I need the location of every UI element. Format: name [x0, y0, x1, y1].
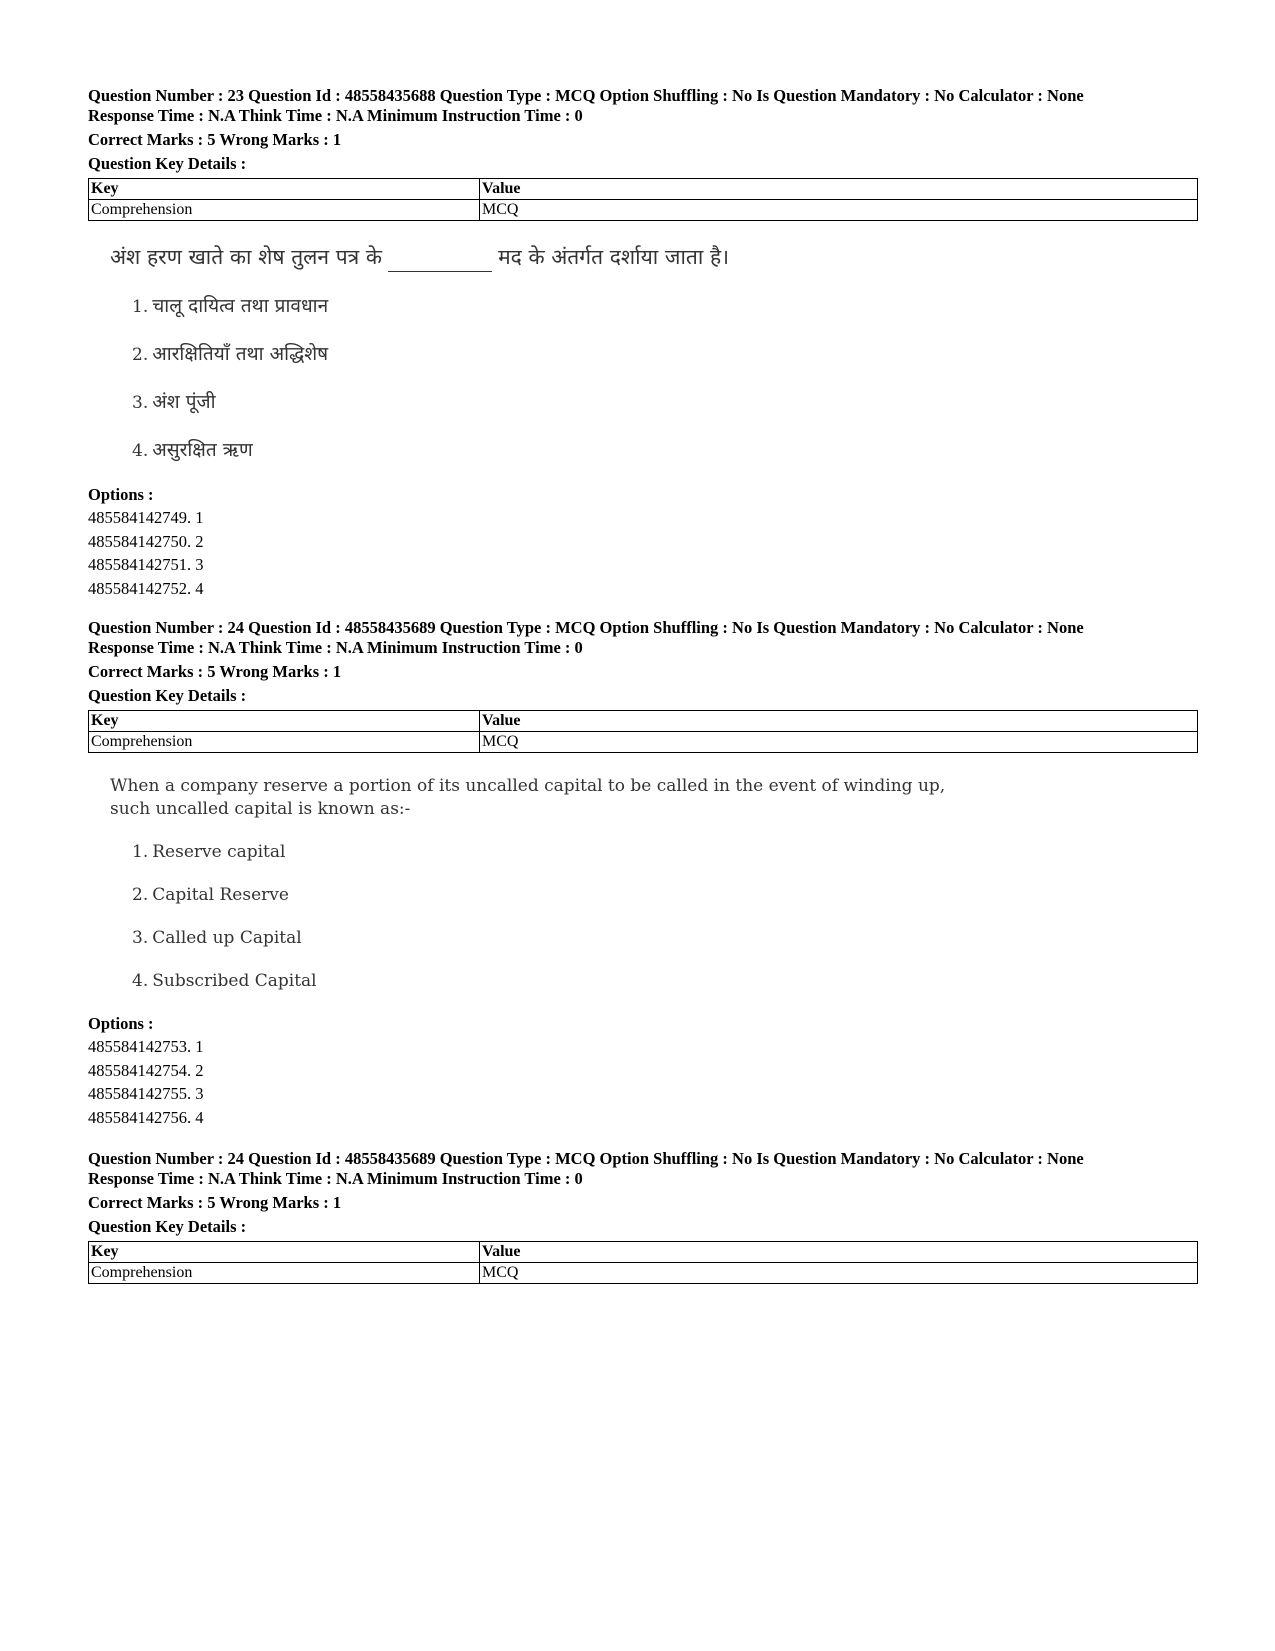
choice-text: Called up Capital [152, 928, 302, 948]
choice-item [132, 389, 1198, 416]
value-header-cell: Value [480, 1242, 1198, 1263]
key-table-header-row [89, 1242, 1198, 1263]
key-details-table [88, 1241, 1198, 1284]
key-header-cell: Key [89, 711, 480, 732]
value-cell: MCQ [480, 1263, 1198, 1284]
choice-number: 3. [132, 393, 149, 413]
value-header-cell: Value [480, 179, 1198, 200]
question-meta-line-2: Response Time : N.A Think Time : N.A Minimum Instruction Time : 0 [88, 638, 583, 657]
question-meta-line-2: Response Time : N.A Think Time : N.A Minimum Instruction Time : 0 [88, 1169, 583, 1188]
question-stem: When a company reserve a portion of its uncalled capital to be called in the event of winding up, such uncalled capital is known as:- [110, 776, 946, 819]
question-image [110, 775, 1198, 993]
question-marks: Correct Marks : 5 Wrong Marks : 1 [88, 1193, 342, 1212]
value-header-cell: Value [480, 711, 1198, 732]
options-label: Options : [88, 485, 154, 504]
key-details-label: Question Key Details : [88, 154, 247, 173]
option-line: 485584142752. 4 [88, 578, 204, 598]
key-header-cell: Key [89, 179, 480, 200]
choice-text: Capital Reserve [152, 885, 289, 905]
key-header-cell: Key [89, 1242, 480, 1263]
question-marks: Correct Marks : 5 Wrong Marks : 1 [88, 130, 342, 149]
option-line: 485584142754. 2 [88, 1060, 204, 1080]
choice-number: 1. [132, 842, 149, 862]
key-details-table [88, 178, 1198, 221]
key-table-row [89, 732, 1198, 753]
choice-number: 4. [132, 441, 149, 461]
key-cell: Comprehension [89, 732, 480, 753]
key-table-row [89, 200, 1198, 221]
key-cell: Comprehension [89, 1263, 480, 1284]
choice-item [132, 970, 1198, 993]
choice-number: 1. [132, 297, 149, 317]
choice-item [132, 884, 1198, 907]
option-line: 485584142749. 1 [88, 508, 204, 527]
choice-number: 4. [132, 971, 149, 991]
value-cell: MCQ [480, 732, 1198, 753]
choice-item [132, 293, 1198, 320]
choice-item [132, 341, 1198, 368]
key-table-header-row [89, 711, 1198, 732]
key-details-label: Question Key Details : [88, 686, 247, 705]
fill-in-blank [388, 243, 492, 272]
question-marks: Correct Marks : 5 Wrong Marks : 1 [88, 662, 342, 681]
key-cell: Comprehension [89, 200, 480, 221]
choice-item [132, 841, 1198, 864]
key-details-table [88, 710, 1198, 753]
choice-text: Subscribed Capital [152, 971, 317, 991]
question-meta-line-1: Question Number : 24 Question Id : 48558435689 Question Type : MCQ Option Shuffling : No Is Question Mandatory : No Calculator : None [88, 1149, 1084, 1168]
question-meta-line-1: Question Number : 23 Question Id : 48558435688 Question Type : MCQ Option Shuffling : No Is Question Mandatory : No Calculator : None [88, 86, 1084, 105]
choice-text: चालू दायित्व तथा प्रावधान [152, 295, 329, 317]
question-meta-line-2: Response Time : N.A Think Time : N.A Minimum Instruction Time : 0 [88, 106, 583, 125]
choice-text: Reserve capital [152, 842, 286, 862]
question-stem-part-1: अंश हरण खाते का शेष तुलन पत्र के [110, 245, 383, 269]
question-block [88, 618, 1198, 1129]
question-meta-line-1: Question Number : 24 Question Id : 48558435689 Question Type : MCQ Option Shuffling : No Is Question Mandatory : No Calculator : None [88, 618, 1084, 637]
choice-number: 3. [132, 928, 149, 948]
key-table-header-row [89, 179, 1198, 200]
option-line: 485584142756. 4 [88, 1107, 204, 1127]
choice-item [132, 437, 1198, 464]
choice-item [132, 927, 1198, 950]
question-stem-part-2: मद के अंतर्गत दर्शाया जाता है। [498, 245, 730, 269]
question-stem [110, 243, 1198, 272]
question-image [110, 243, 1198, 464]
choice-number: 2. [132, 885, 149, 905]
choice-number: 2. [132, 345, 149, 365]
option-line: 485584142753. 1 [88, 1037, 204, 1056]
value-cell: MCQ [480, 200, 1198, 221]
options-label: Options : [88, 1014, 154, 1033]
option-line: 485584142750. 2 [88, 531, 204, 551]
key-table-row [89, 1263, 1198, 1284]
question-block [88, 1149, 1198, 1284]
choice-text: आरक्षितियाँ तथा अद्धिशेष [152, 343, 329, 365]
option-line: 485584142755. 3 [88, 1084, 204, 1103]
choice-text: अंश पूंजी [152, 391, 216, 413]
option-line: 485584142751. 3 [88, 555, 204, 574]
choice-text: असुरक्षित ऋण [152, 439, 253, 461]
key-details-label: Question Key Details : [88, 1217, 247, 1236]
question-block [88, 86, 1198, 600]
